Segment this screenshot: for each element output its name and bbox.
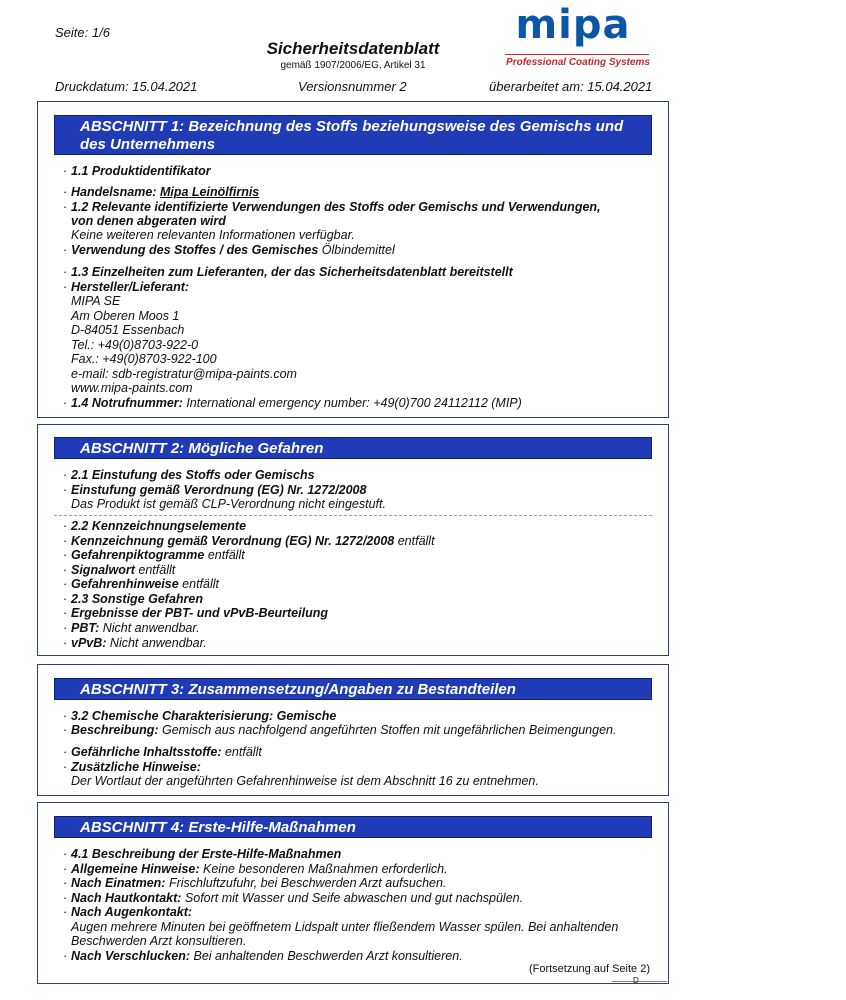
vpvb: · vPvB: Nicht anwendbar. (63, 636, 207, 650)
additional-info-heading: · Zusätzliche Hinweise: (63, 760, 201, 774)
emergency-number: · 1.4 Notrufnummer: International emergency number: +49(0)700 24112112 (MIP) (63, 396, 522, 410)
after-swallowing: · Nach Verschlucken: Bei anhaltenden Beschwerden Arzt konsultieren. (63, 949, 463, 963)
first-aid-heading: · 4.1 Beschreibung der Erste-Hilfe-Maßnahmen (63, 847, 342, 861)
signal-word: · Signalwort entfällt (63, 563, 176, 577)
classification-regulation: · Einstufung gemäß Verordnung (EG) Nr. 1272/2008 (63, 483, 367, 497)
usage: · Verwendung des Stoffes / des Gemisches Ölbindemittel (63, 243, 395, 257)
fax: Fax.: +49(0)8703-922-100 (71, 352, 217, 366)
section-4-header: ABSCHNITT 4: Erste-Hilfe-Maßnahmen (54, 816, 652, 838)
section-1-title-line2: des Unternehmens (80, 136, 216, 153)
section-3-header: ABSCHNITT 3: Zusammensetzung/Angaben zu Bestandteilen (54, 678, 652, 700)
document-title: Sicherheitsdatenblatt (266, 39, 440, 58)
print-date: Druckdatum: 15.04.2021 (55, 79, 198, 94)
section-1-title-line1: ABSCHNITT 1: Bezeichnung des Stoffs beziehungsweise des Gemischs und (80, 118, 624, 135)
section-2-header: ABSCHNITT 2: Mögliche Gefahren (54, 437, 652, 459)
classification-heading: · 2.1 Einstufung des Stoffs oder Gemischs (63, 468, 315, 482)
logo-divider (505, 54, 649, 55)
hazard-statements: · Gefahrenhinweise entfällt (63, 577, 220, 591)
revision-date: überarbeitet am: 15.04.2021 (489, 79, 653, 94)
pbt: · PBT: Nicht anwendbar. (63, 621, 200, 635)
eye-contact-text: Augen mehrere Minuten bei geöffnetem Lidspalt unter fließendem Wasser spülen. Bei anhaltenden (71, 920, 619, 934)
email: e-mail: sdb-registratur@mipa-paints.com (71, 367, 297, 381)
section-1 (37, 101, 669, 418)
classification-text: Das Produkt ist gemäß CLP-Verordnung nicht eingestuft. (71, 497, 386, 511)
section-3 (37, 664, 669, 796)
pbt-results-heading: · Ergebnisse der PBT- und vPvB-Beurteilung (63, 606, 328, 620)
relevant-uses-heading-cont: von denen abgeraten wird (71, 214, 226, 228)
footer-rule (612, 981, 667, 982)
trade-name: · Handelsname: Mipa Leinölfirnis (63, 185, 260, 199)
pictograms: · Gefahrenpiktogramme entfällt (63, 548, 245, 562)
dashed-divider (54, 515, 652, 516)
section-1-header (54, 115, 652, 155)
logo-wordmark: mipa (515, 2, 631, 48)
eye-contact-text-cont: Beschwerden Arzt konsultieren. (71, 934, 247, 948)
no-further-info: Keine weiteren relevanten Informationen verfügbar. (71, 228, 355, 242)
additional-info-text: Der Wortlaut der angeführten Gefahrenhinweise ist dem Abschnitt 16 zu entnehmen. (71, 774, 539, 788)
logo-tagline: Professional Coating Systems (506, 57, 650, 68)
manufacturer-heading: · Hersteller/Lieferant: (63, 280, 190, 294)
address-line: MIPA SE (71, 294, 121, 308)
mipa-logo (503, 2, 653, 74)
product-identifier-heading: · 1.1 Produktidentifikator (63, 164, 211, 178)
after-inhalation: · Nach Einatmen: Frischluftzufuhr, bei Beschwerden Arzt aufsuchen. (63, 876, 447, 890)
section-4 (37, 802, 669, 984)
document-subtitle: gemäß 1907/2006/EG, Artikel 31 (280, 60, 426, 71)
chemical-characterization: · 3.2 Chemische Charakterisierung: Gemische (63, 709, 337, 723)
continuation-note: (Fortsetzung auf Seite 2) (528, 963, 650, 975)
relevant-uses-heading: · 1.2 Relevante identifizierte Verwendungen des Stoffs oder Gemischs und Verwendungen, (63, 200, 601, 214)
label-elements-heading: · 2.2 Kennzeichnungselemente (63, 519, 247, 533)
other-hazards: · 2.3 Sonstige Gefahren (63, 592, 203, 606)
trade-name-value: Mipa Leinölfirnis (159, 185, 260, 199)
page-number: Seite: 1/6 (55, 25, 110, 40)
address-line: D-84051 Essenbach (71, 323, 185, 337)
labelling: · Kennzeichnung gemäß Verordnung (EG) Nr. 1272/2008 entfällt (63, 534, 435, 548)
phone: Tel.: +49(0)8703-922-0 (71, 338, 199, 352)
after-eye-contact-heading: · Nach Augenkontakt: (63, 905, 193, 919)
hazardous-ingredients: · Gefährliche Inhaltsstoffe: entfällt (63, 745, 262, 759)
general-advice: · Allgemeine Hinweise: Keine besonderen Maßnahmen erforderlich. (63, 862, 448, 876)
supplier-details-heading: · 1.3 Einzelheiten zum Lieferanten, der das Sicherheitsdatenblatt bereitstellt (63, 265, 513, 279)
description: · Beschreibung: Gemisch aus nachfolgend angeführten Stoffen mit ungefährlichen Beimengungen. (63, 723, 617, 737)
address-line: Am Oberen Moos 1 (71, 309, 180, 323)
language-code: D (633, 976, 639, 985)
version-number: Versionsnummer 2 (298, 79, 407, 94)
website: www.mipa-paints.com (71, 381, 193, 395)
after-skin-contact: · Nach Hautkontakt: Sofort mit Wasser und Seife abwaschen und gut nachspülen. (63, 891, 524, 905)
section-2 (37, 424, 669, 656)
